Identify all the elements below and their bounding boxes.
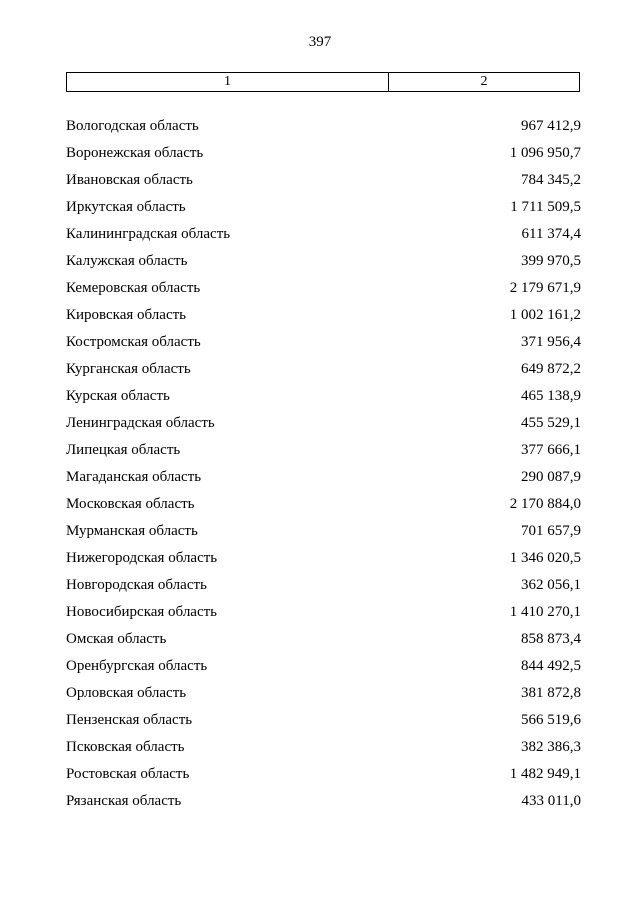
region-name: Оренбургская область	[66, 658, 208, 674]
table-row	[66, 440, 581, 467]
region-value: 2 179 671,9	[509, 280, 581, 296]
region-value: 566 519,6	[521, 712, 581, 728]
region-name: Кемеровская область	[66, 280, 201, 296]
region-name: Иркутская область	[66, 199, 186, 215]
region-value: 967 412,9	[521, 118, 581, 134]
region-name: Магаданская область	[66, 469, 202, 485]
region-name: Новгородская область	[66, 577, 207, 593]
region-name: Ростовская область	[66, 766, 190, 782]
region-value: 1 482 949,1	[509, 766, 581, 782]
region-value: 290 087,9	[521, 469, 581, 485]
page-number: 397	[308, 34, 332, 50]
region-value: 433 011,0	[521, 793, 581, 809]
region-name: Псковская область	[66, 739, 185, 755]
region-value: 701 657,9	[521, 523, 581, 539]
region-name: Омская область	[66, 631, 167, 647]
table-row	[66, 116, 581, 143]
table-row	[66, 629, 581, 656]
region-name: Курская область	[66, 388, 170, 404]
region-name: Новосибирская область	[66, 604, 218, 620]
region-value: 611 374,4	[521, 226, 581, 242]
region-value: 371 956,4	[521, 334, 581, 350]
region-value: 858 873,4	[521, 631, 581, 647]
region-name: Рязанская область	[66, 793, 182, 809]
table-row	[66, 197, 581, 224]
region-value: 1 410 270,1	[509, 604, 581, 620]
region-name: Ленинградская область	[66, 415, 215, 431]
region-value: 1 346 020,5	[509, 550, 581, 566]
region-name: Вологодская область	[66, 118, 199, 134]
table-row	[66, 359, 581, 386]
column-header-table	[66, 72, 580, 92]
region-value: 362 056,1	[521, 577, 581, 593]
region-name: Ивановская область	[66, 172, 193, 188]
region-name: Липецкая область	[66, 442, 181, 458]
region-value: 1 002 161,2	[509, 307, 581, 323]
table-row	[66, 602, 581, 629]
region-value: 784 345,2	[521, 172, 581, 188]
region-value: 399 970,5	[521, 253, 581, 269]
table-row	[66, 494, 581, 521]
region-name: Пензенская область	[66, 712, 193, 728]
region-value: 455 529,1	[521, 415, 581, 431]
region-name: Калужская область	[66, 253, 188, 269]
region-value: 377 666,1	[521, 442, 581, 458]
region-name: Мурманская область	[66, 523, 198, 539]
table-row	[66, 548, 581, 575]
column-header-2: 2	[480, 74, 488, 89]
region-name: Нижегородская область	[66, 550, 218, 566]
table-row	[66, 710, 581, 737]
region-name: Курганская область	[66, 361, 191, 377]
region-value: 1 096 950,7	[509, 145, 581, 161]
table-row	[66, 305, 581, 332]
region-value: 649 872,2	[521, 361, 581, 377]
region-value: 465 138,9	[521, 388, 581, 404]
region-value: 2 170 884,0	[509, 496, 581, 512]
table-row	[66, 575, 581, 602]
region-value: 382 386,3	[521, 739, 581, 755]
region-name: Московская область	[66, 496, 195, 512]
table-row	[66, 251, 581, 278]
region-name: Костромская область	[66, 334, 201, 350]
region-value-list	[66, 116, 581, 818]
table-row	[66, 656, 581, 683]
region-name: Орловская область	[66, 685, 187, 701]
table-row	[66, 332, 581, 359]
region-name: Калининградская область	[66, 226, 231, 242]
table-row	[66, 683, 581, 710]
table-row	[66, 413, 581, 440]
table-row	[66, 764, 581, 791]
table-row	[66, 521, 581, 548]
table-row	[66, 386, 581, 413]
table-row	[66, 170, 581, 197]
table-row	[66, 467, 581, 494]
column-header-1: 1	[67, 73, 389, 91]
table-row	[66, 224, 581, 251]
region-name: Воронежская область	[66, 145, 204, 161]
region-value: 381 872,8	[521, 685, 581, 701]
region-value: 1 711 509,5	[510, 199, 581, 215]
region-value: 844 492,5	[521, 658, 581, 674]
table-row	[66, 278, 581, 305]
table-row	[66, 737, 581, 764]
table-row	[66, 791, 581, 818]
region-name: Кировская область	[66, 307, 187, 323]
table-row	[66, 143, 581, 170]
